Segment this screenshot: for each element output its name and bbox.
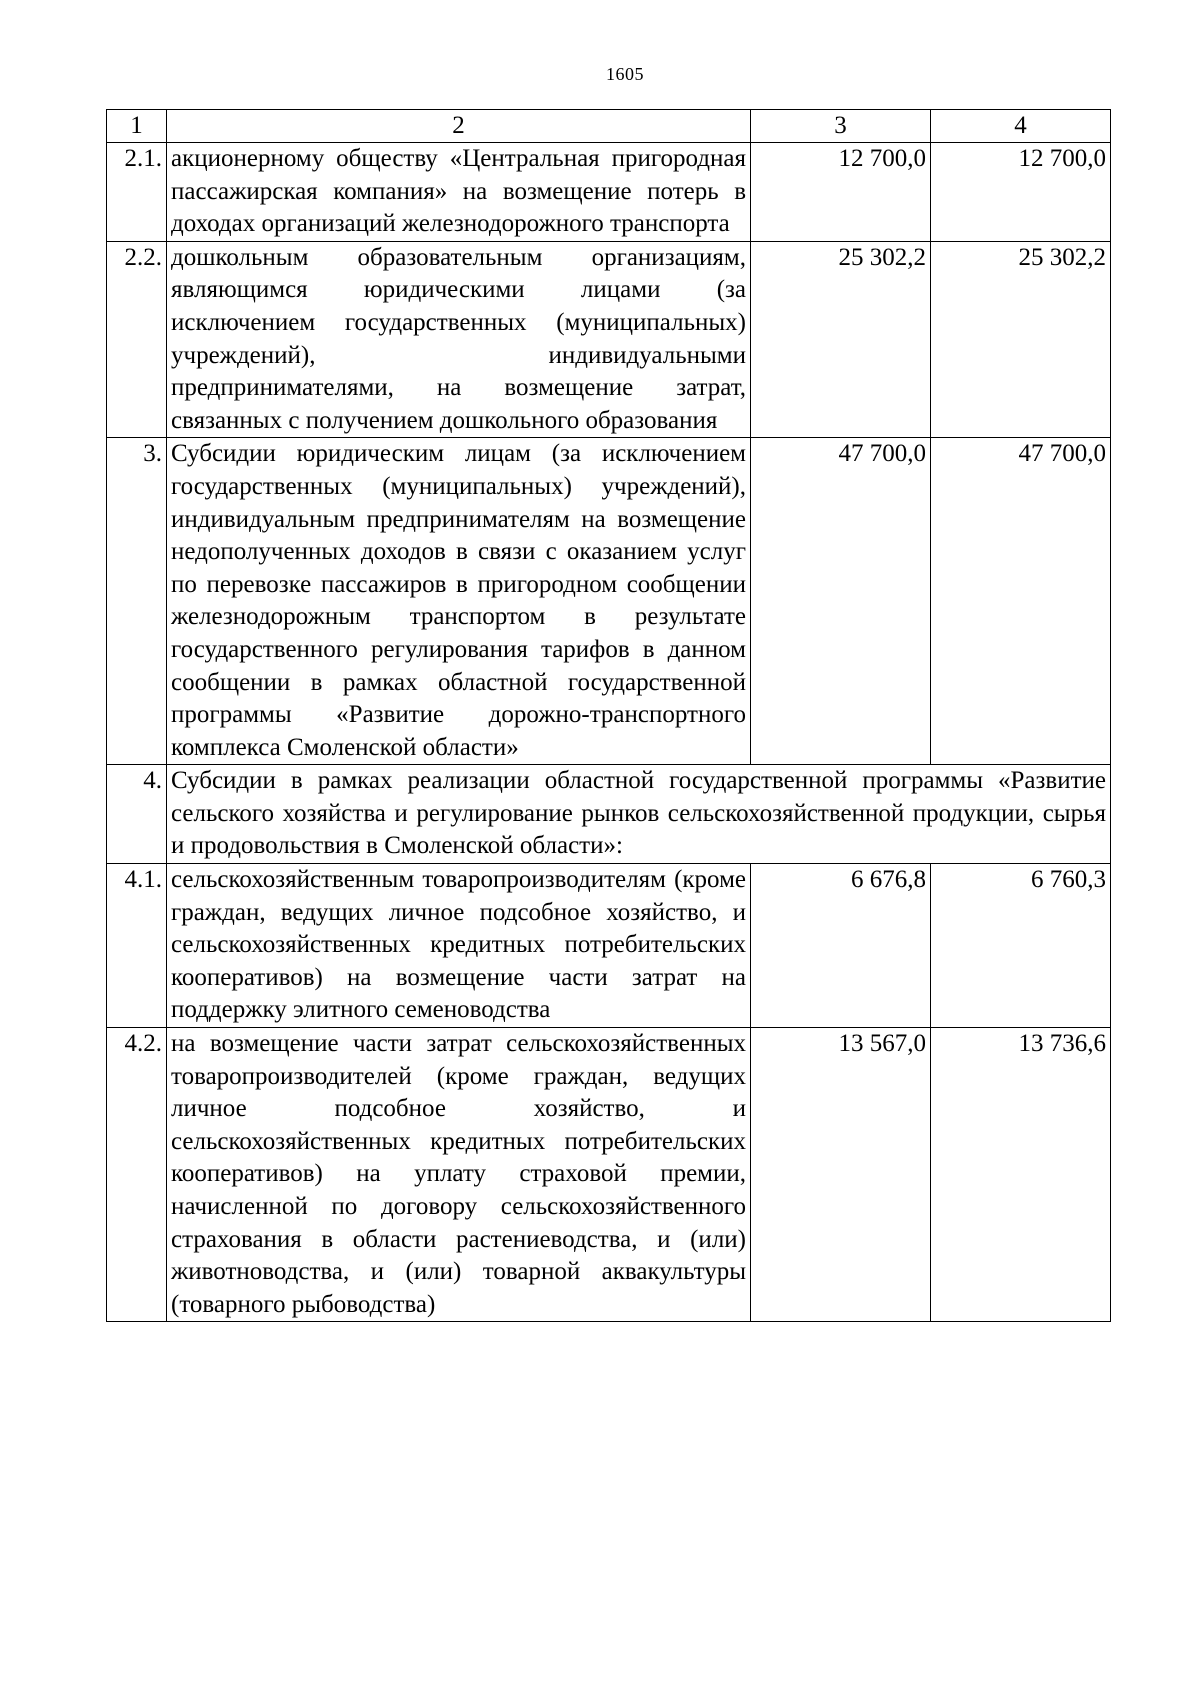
row-description: Субсидии юридическим лицам (за исключением государственных (муниципальных) учреждений), индивидуальным предпринимателям на возмещение недополученных доходов в связи с оказанием услуг по перевозке пассажиров в пригородном сообщении железнодорожным транспортом в результате государственного регулирования тарифов в данном сообщении в рамках областной государственной программы «Развитие дорожно-транспортного комплекса Смоленской области» bbox=[167, 438, 751, 765]
row-value-col3: 6 676,8 bbox=[751, 864, 931, 1028]
table-row bbox=[107, 241, 1111, 438]
row-value-col3: 12 700,0 bbox=[751, 143, 931, 242]
row-value-col4: 47 700,0 bbox=[931, 438, 1111, 765]
table-row-section bbox=[107, 765, 1111, 864]
row-number: 2.2. bbox=[107, 241, 167, 438]
row-value-col3: 25 302,2 bbox=[751, 241, 931, 438]
row-value-col4: 13 736,6 bbox=[931, 1028, 1111, 1322]
table-row bbox=[107, 438, 1111, 765]
header-col-4: 4 bbox=[931, 110, 1111, 143]
row-value-col4: 12 700,0 bbox=[931, 143, 1111, 242]
row-description: акционерному обществу «Центральная пригородная пассажирская компания» на возмещение потерь в доходах организаций железнодорожного транспорта bbox=[167, 143, 751, 242]
row-description: на возмещение части затрат сельскохозяйственных товаропроизводителей (кроме граждан, ведущих личное подсобное хозяйство, и сельскохозяйственных кредитных потребительских кооперативов) на уплату страховой премии, начисленной по договору сельскохозяйственного страхования в области растениеводства, и (или) животноводства, и (или) товарной аквакультуры (товарного рыбоводства) bbox=[167, 1028, 751, 1322]
row-description: Субсидии в рамках реализации областной государственной программы «Развитие сельского хозяйства и регулирование рынков сельскохозяйственной продукции, сырья и продовольствия в Смоленской области»: bbox=[167, 765, 1111, 864]
row-number: 4.2. bbox=[107, 1028, 167, 1322]
row-description: дошкольным образовательным организациям, являющимся юридическими лицами (за исключением государственных (муниципальных) учреждений), индивидуальными предпринимателями, на возмещение затрат, связанных с получением дошкольного образования bbox=[167, 241, 751, 438]
row-number: 4. bbox=[107, 765, 167, 864]
row-number: 4.1. bbox=[107, 864, 167, 1028]
row-value-col3: 13 567,0 bbox=[751, 1028, 931, 1322]
row-value-col3: 47 700,0 bbox=[751, 438, 931, 765]
row-number: 3. bbox=[107, 438, 167, 765]
page-number: 1605 bbox=[606, 64, 644, 84]
header-col-1: 1 bbox=[107, 110, 167, 143]
row-description: сельскохозяйственным товаропроизводителям (кроме граждан, ведущих личное подсобное хозяйство, и сельскохозяйственных кредитных потребительских кооперативов) на возмещение части затрат на поддержку элитного семеноводства bbox=[167, 864, 751, 1028]
table-row bbox=[107, 1028, 1111, 1322]
row-number: 2.1. bbox=[107, 143, 167, 242]
table-row bbox=[107, 143, 1111, 242]
table-row bbox=[107, 864, 1111, 1028]
row-value-col4: 25 302,2 bbox=[931, 241, 1111, 438]
header-col-3: 3 bbox=[751, 110, 931, 143]
table-header-row bbox=[107, 110, 1111, 143]
budget-table bbox=[106, 109, 1111, 1322]
header-col-2: 2 bbox=[167, 110, 751, 143]
row-value-col4: 6 760,3 bbox=[931, 864, 1111, 1028]
